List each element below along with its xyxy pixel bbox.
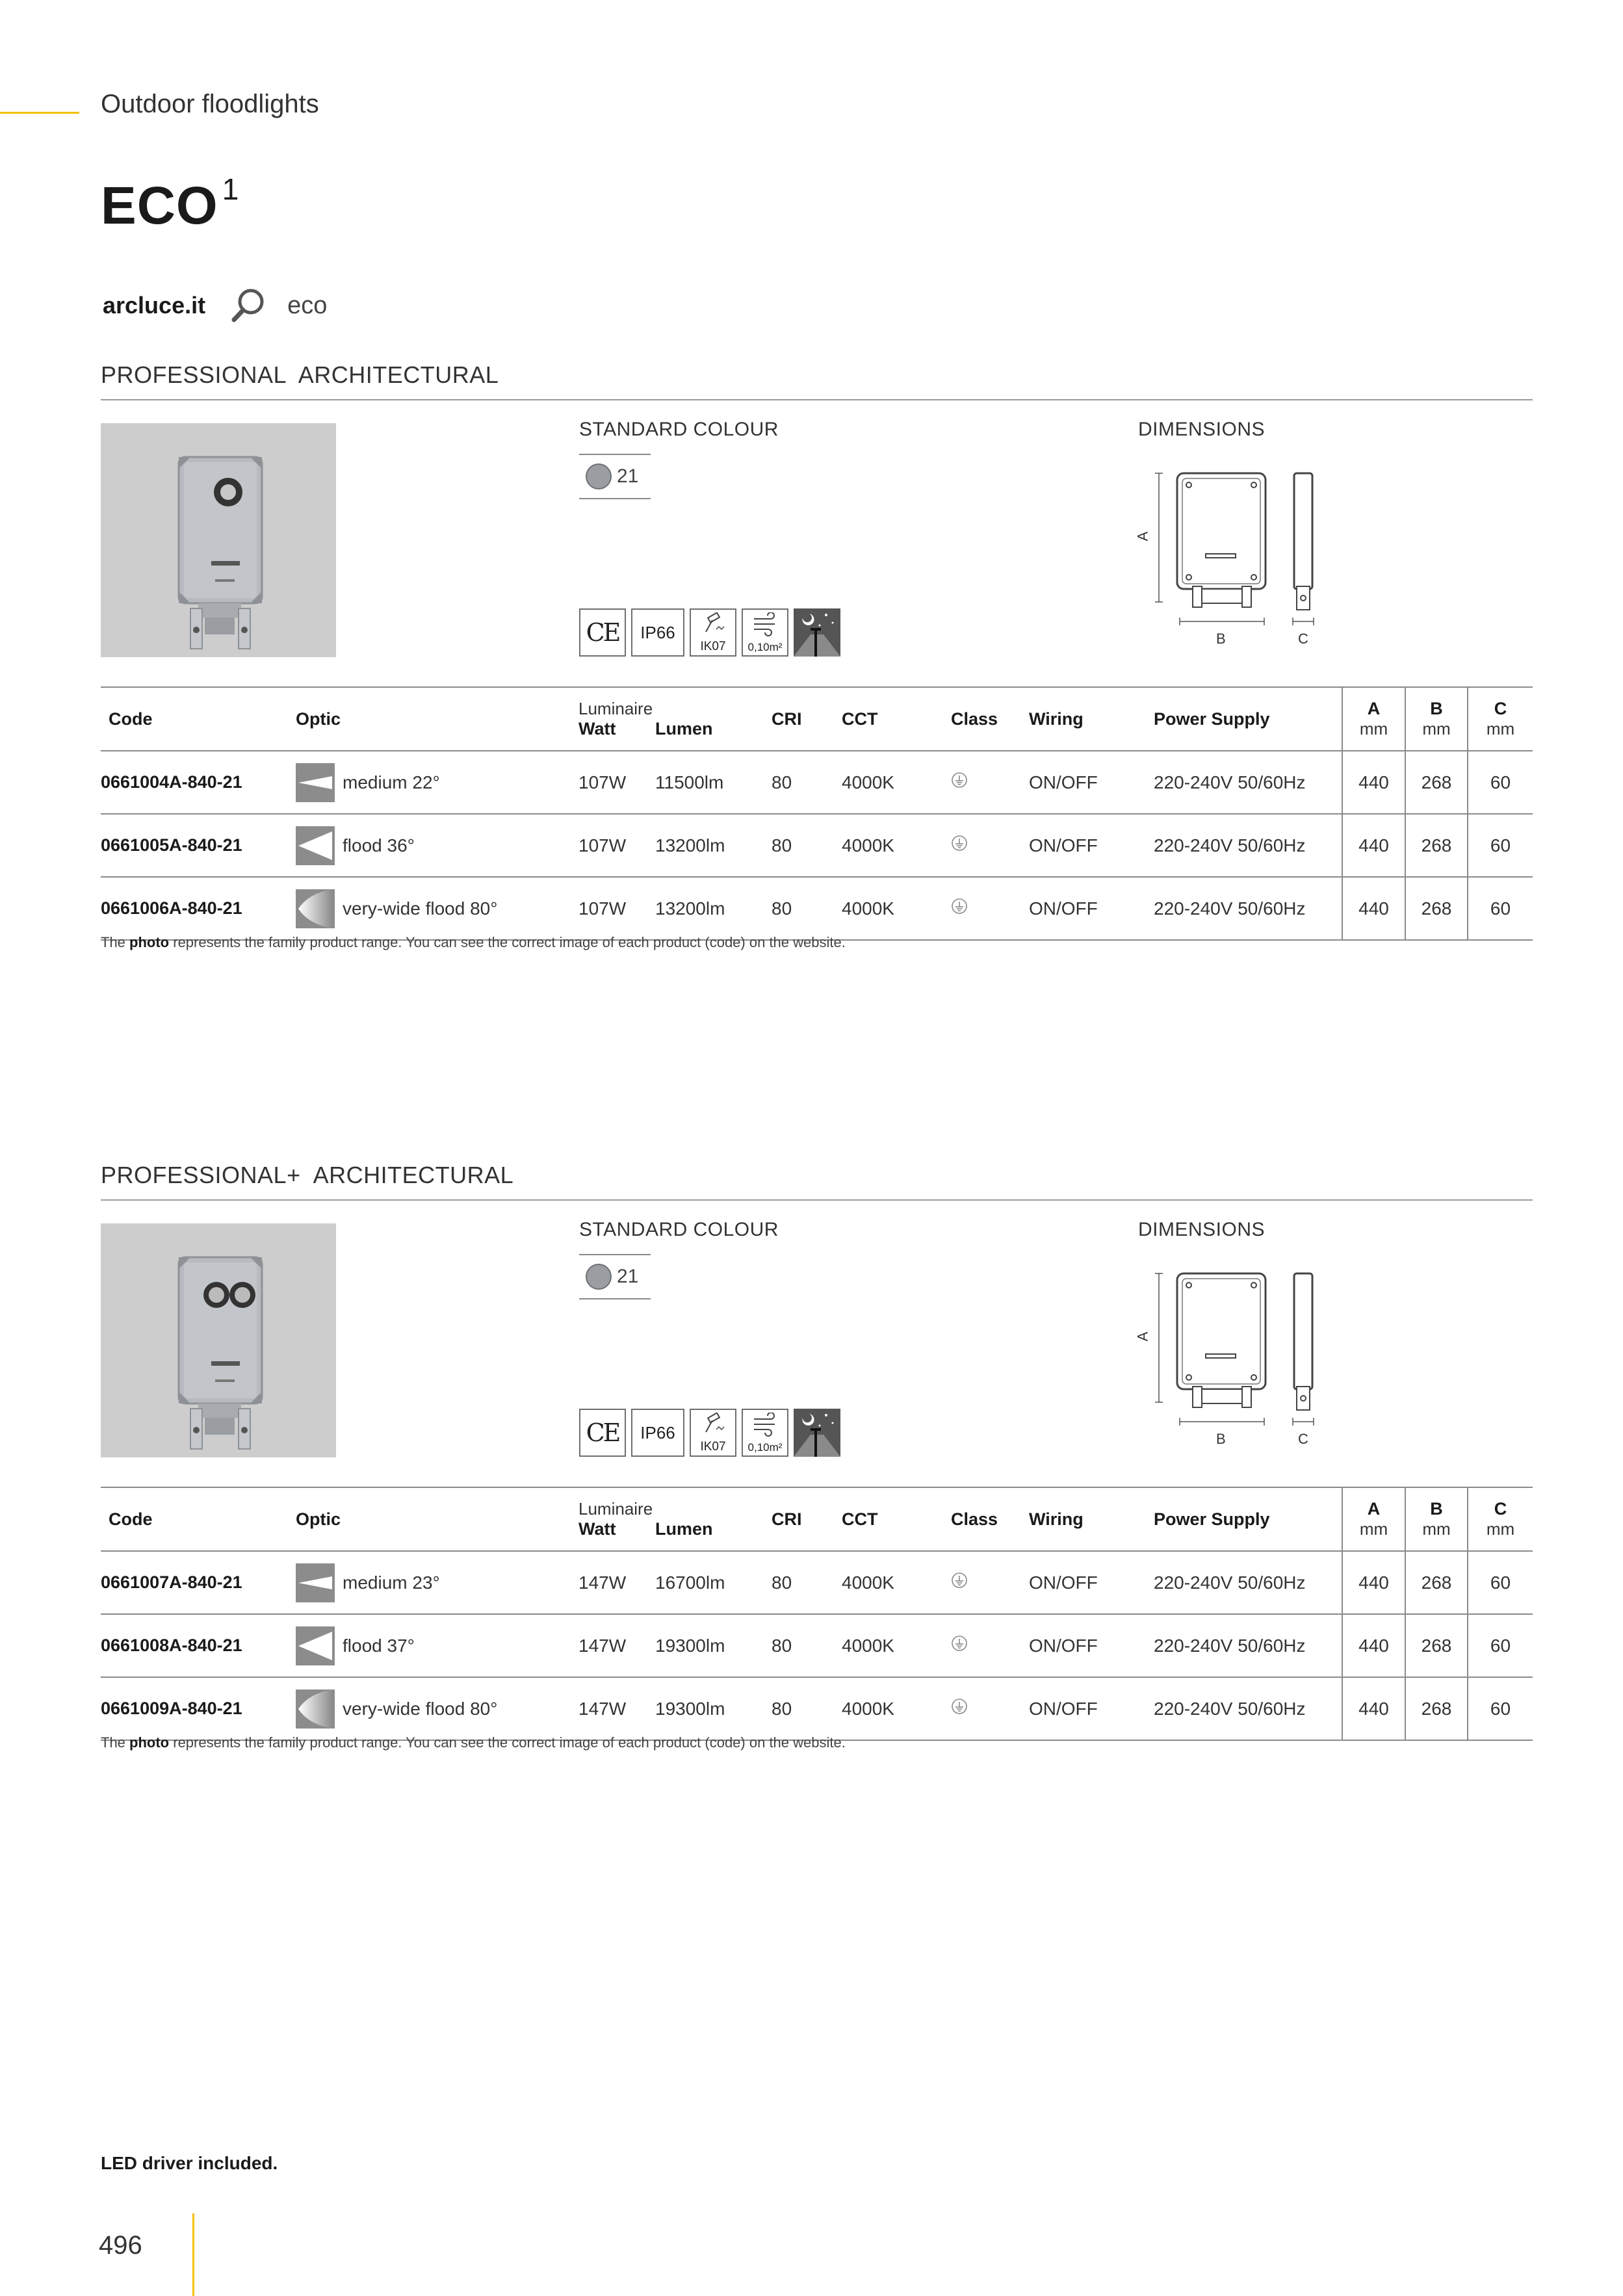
lumen-value: 13200lm xyxy=(655,835,725,855)
product-code[interactable]: 0661006A-840-21 xyxy=(101,877,296,940)
class-cell xyxy=(951,751,1029,814)
wind-surface-icon xyxy=(742,1409,788,1457)
colour-code: 21 xyxy=(617,465,639,487)
class-cell xyxy=(951,1551,1029,1614)
col-watt-label: Watt xyxy=(578,719,616,738)
table-header-row xyxy=(101,1487,1533,1551)
wiring-value: ON/OFF xyxy=(1029,751,1154,814)
col-c xyxy=(1468,1487,1533,1551)
impact-label: IK07 xyxy=(700,1440,726,1454)
watt-value: 147W xyxy=(578,1698,627,1719)
wind-surface-icon xyxy=(742,608,788,657)
wind-surface-label: 0,10m² xyxy=(747,641,783,653)
col-optic: Optic xyxy=(296,687,578,751)
col-watt-lumen xyxy=(578,719,772,739)
col-class: Class xyxy=(951,687,1029,751)
watt-value: 147W xyxy=(578,1572,627,1593)
earth-class-icon xyxy=(951,1698,968,1715)
product-title-text: ECO xyxy=(101,176,218,235)
photo-note xyxy=(101,1734,846,1751)
dim-label-b: B xyxy=(1216,1431,1226,1447)
luminaire-cell xyxy=(578,1677,772,1740)
dim-a-value: 440 xyxy=(1342,1614,1405,1677)
col-wiring: Wiring xyxy=(1029,1487,1154,1551)
flood-beam-icon xyxy=(296,1626,335,1665)
optic-label: flood 37° xyxy=(343,1635,415,1656)
col-b-label: B xyxy=(1430,1499,1443,1519)
table-row xyxy=(101,877,1533,940)
lumen-value: 13200lm xyxy=(655,898,725,919)
class-cell xyxy=(951,1677,1029,1740)
dim-c-value: 60 xyxy=(1468,1551,1533,1614)
dim-c-value: 60 xyxy=(1468,1677,1533,1740)
col-b-label: B xyxy=(1430,699,1443,718)
wiring-value: ON/OFF xyxy=(1029,877,1154,940)
col-watt-lumen xyxy=(578,1519,772,1539)
wiring-value: ON/OFF xyxy=(1029,1614,1154,1677)
dimensions-drawing xyxy=(1134,463,1362,658)
optic-label: medium 22° xyxy=(343,772,440,792)
impact-hammer-icon xyxy=(690,1409,736,1457)
table-row xyxy=(101,1614,1533,1677)
product-code[interactable]: 0661009A-840-21 xyxy=(101,1677,296,1740)
dim-a-value: 440 xyxy=(1342,814,1405,877)
medium-beam-icon xyxy=(296,1563,335,1602)
colour-dot xyxy=(586,1264,612,1290)
col-lumen-label: Lumen xyxy=(655,1519,713,1539)
earth-class-icon xyxy=(951,835,968,852)
cri-value: 80 xyxy=(772,814,842,877)
dim-b-value: 268 xyxy=(1405,814,1468,877)
earth-class-icon xyxy=(951,898,968,915)
product-code[interactable]: 0661005A-840-21 xyxy=(101,814,296,877)
colour-dot xyxy=(586,463,612,489)
optic-label: flood 36° xyxy=(343,835,415,855)
optic-cell xyxy=(296,1677,578,1740)
power-supply-value: 220-240V 50/60Hz xyxy=(1154,877,1342,940)
flood-beam-icon xyxy=(296,826,335,865)
cct-value: 4000K xyxy=(842,1614,951,1677)
col-power-supply: Power Supply xyxy=(1154,687,1342,751)
watt-value: 147W xyxy=(578,1635,627,1656)
dim-label-a: A xyxy=(1134,1331,1151,1342)
very-wide-flood-beam-icon xyxy=(296,1689,335,1729)
optic-label: medium 23° xyxy=(343,1572,440,1593)
impact-hammer-icon xyxy=(690,608,736,657)
section-title: PROFESSIONAL+ ARCHITECTURAL xyxy=(101,1162,514,1188)
cct-value: 4000K xyxy=(842,751,951,814)
dim-b-value: 268 xyxy=(1405,1677,1468,1740)
col-luminaire-label: Luminaire xyxy=(578,1499,653,1519)
col-b-unit: mm xyxy=(1422,719,1451,738)
col-a xyxy=(1342,1487,1405,1551)
dim-b-value: 268 xyxy=(1405,1614,1468,1677)
colour-code: 21 xyxy=(617,1266,639,1287)
col-cri: CRI xyxy=(772,687,842,751)
product-title-sup: 1 xyxy=(222,172,240,206)
col-c-label: C xyxy=(1494,699,1507,718)
col-code-label: Code xyxy=(109,709,153,729)
cri-value: 80 xyxy=(772,1551,842,1614)
lumen-value: 11500lm xyxy=(655,772,724,792)
col-code xyxy=(101,1487,296,1551)
luminaire-cell xyxy=(578,1551,772,1614)
dim-label-c: C xyxy=(1298,1431,1308,1447)
col-watt-label: Watt xyxy=(578,1519,616,1539)
earth-class-icon xyxy=(951,1572,968,1589)
ce-mark-label: CE xyxy=(586,1418,619,1447)
col-c-unit: mm xyxy=(1486,719,1515,738)
col-c-unit: mm xyxy=(1486,1519,1515,1539)
col-a-unit: mm xyxy=(1359,1519,1388,1539)
cri-value: 80 xyxy=(772,751,842,814)
ce-mark-icon xyxy=(579,1409,626,1457)
ip-rating-label: IP66 xyxy=(640,1422,675,1442)
col-b xyxy=(1405,1487,1468,1551)
luminaire-cell xyxy=(578,814,772,877)
dim-b-value: 268 xyxy=(1405,877,1468,940)
standard-colour-label: STANDARD COLOUR xyxy=(579,419,779,440)
table-row xyxy=(101,751,1533,814)
dim-c-value: 60 xyxy=(1468,877,1533,940)
cri-value: 80 xyxy=(772,1614,842,1677)
certification-icons xyxy=(579,1409,840,1459)
cri-value: 80 xyxy=(772,877,842,940)
note-suffix: represents the family product range. You can see the correct image of each product (code) on the website. xyxy=(169,934,846,950)
luminaire-cell xyxy=(578,1614,772,1677)
photo-note xyxy=(101,934,846,951)
product-code[interactable]: 0661004A-840-21 xyxy=(101,751,296,814)
accent-line-bottom xyxy=(192,2213,194,2296)
wiring-value: ON/OFF xyxy=(1029,1551,1154,1614)
dim-a-value: 440 xyxy=(1342,751,1405,814)
note-suffix: represents the family product range. You can see the correct image of each product (code) on the website. xyxy=(169,1734,846,1751)
col-wiring: Wiring xyxy=(1029,687,1154,751)
table-row xyxy=(101,1551,1533,1614)
col-cri: CRI xyxy=(772,1487,842,1551)
search-icon xyxy=(229,286,268,325)
product-title xyxy=(101,172,240,237)
dim-label-a: A xyxy=(1134,531,1151,541)
standard-colour-swatch[interactable] xyxy=(579,1254,651,1299)
impact-label: IK07 xyxy=(700,640,726,653)
class-cell xyxy=(951,1614,1029,1677)
dim-label-c: C xyxy=(1298,631,1308,647)
col-luminaire xyxy=(578,687,772,751)
standard-colour-label: STANDARD COLOUR xyxy=(579,1219,779,1240)
col-power-supply: Power Supply xyxy=(1154,1487,1342,1551)
product-code[interactable]: 0661007A-840-21 xyxy=(101,1551,296,1614)
dim-c-value: 60 xyxy=(1468,1614,1533,1677)
wiring-value: ON/OFF xyxy=(1029,814,1154,877)
ce-mark-label: CE xyxy=(586,618,619,647)
wiring-value: ON/OFF xyxy=(1029,1677,1154,1740)
lumen-value: 19300lm xyxy=(655,1635,725,1656)
optic-cell xyxy=(296,814,578,877)
col-luminaire-label: Luminaire xyxy=(578,699,653,718)
lumen-value: 16700lm xyxy=(655,1572,725,1593)
watt-value: 107W xyxy=(578,835,627,855)
col-a-unit: mm xyxy=(1359,719,1388,738)
optic-label: very-wide flood 80° xyxy=(343,898,498,919)
lumen-value: 19300lm xyxy=(655,1698,725,1719)
product-code[interactable]: 0661008A-840-21 xyxy=(101,1614,296,1677)
dim-c-value: 60 xyxy=(1468,751,1533,814)
power-supply-value: 220-240V 50/60Hz xyxy=(1154,814,1342,877)
col-optic: Optic xyxy=(296,1487,578,1551)
note-bold: photo xyxy=(129,1734,170,1751)
standard-colour-swatch[interactable] xyxy=(579,454,651,499)
luminaire-cell xyxy=(578,877,772,940)
dim-b-value: 268 xyxy=(1405,1551,1468,1614)
dim-b-value: 268 xyxy=(1405,751,1468,814)
dim-a-value: 440 xyxy=(1342,877,1405,940)
cct-value: 4000K xyxy=(842,814,951,877)
dimensions-drawing xyxy=(1134,1263,1362,1458)
ce-mark-icon xyxy=(579,608,626,657)
spec-table xyxy=(101,1487,1533,1741)
power-supply-value: 220-240V 50/60Hz xyxy=(1154,751,1342,814)
night-lighting-icon xyxy=(794,608,840,657)
watt-value: 107W xyxy=(578,898,627,919)
col-b-unit: mm xyxy=(1422,1519,1451,1539)
driver-note: LED driver included. xyxy=(101,2153,278,2173)
dim-a-value: 440 xyxy=(1342,1677,1405,1740)
cct-value: 4000K xyxy=(842,1677,951,1740)
col-code-label: Code xyxy=(109,1509,153,1529)
spec-table xyxy=(101,686,1533,941)
col-a xyxy=(1342,687,1405,751)
very-wide-flood-beam-icon xyxy=(296,889,335,928)
earth-class-icon xyxy=(951,772,968,789)
watt-value: 107W xyxy=(578,772,627,792)
dim-label-b: B xyxy=(1216,631,1226,647)
ip-rating-icon xyxy=(631,1409,684,1457)
col-a-label: A xyxy=(1367,699,1381,718)
table-header-row xyxy=(101,687,1533,751)
category-heading: Outdoor floodlights xyxy=(101,90,319,118)
col-cct: CCT xyxy=(842,1487,951,1551)
col-luminaire xyxy=(578,1487,772,1551)
power-supply-value: 220-240V 50/60Hz xyxy=(1154,1677,1342,1740)
wind-surface-label: 0,10m² xyxy=(747,1441,783,1454)
note-prefix: The xyxy=(101,1734,130,1751)
cri-value: 80 xyxy=(772,1677,842,1740)
luminaire-cell xyxy=(578,751,772,814)
cct-value: 4000K xyxy=(842,877,951,940)
power-supply-value: 220-240V 50/60Hz xyxy=(1154,1614,1342,1677)
dimensions-label: DIMENSIONS xyxy=(1138,1219,1266,1240)
night-lighting-icon xyxy=(794,1409,840,1457)
dim-c-value: 60 xyxy=(1468,814,1533,877)
col-b xyxy=(1405,687,1468,751)
page-number: 496 xyxy=(99,2231,142,2260)
search-keyword: eco xyxy=(287,291,328,319)
power-supply-value: 220-240V 50/60Hz xyxy=(1154,1551,1342,1614)
col-a-label: A xyxy=(1367,1499,1381,1519)
optic-cell xyxy=(296,877,578,940)
col-cct: CCT xyxy=(842,687,951,751)
table-row xyxy=(101,814,1533,877)
section-rule xyxy=(101,1199,1533,1201)
class-cell xyxy=(951,877,1029,940)
product-photo xyxy=(101,1223,336,1457)
table-row xyxy=(101,1677,1533,1740)
ip-rating-label: IP66 xyxy=(640,622,675,642)
accent-line-top xyxy=(0,112,79,114)
col-c-label: C xyxy=(1494,1499,1507,1519)
optic-label: very-wide flood 80° xyxy=(343,1698,498,1719)
class-cell xyxy=(951,814,1029,877)
note-prefix: The xyxy=(101,934,130,950)
cct-value: 4000K xyxy=(842,1551,951,1614)
website-search-row xyxy=(103,286,327,325)
optic-cell xyxy=(296,1551,578,1614)
earth-class-icon xyxy=(951,1635,968,1652)
section-rule xyxy=(101,399,1533,400)
optic-cell xyxy=(296,751,578,814)
note-bold: photo xyxy=(129,934,170,950)
website-link[interactable]: arcluce.it xyxy=(103,292,206,319)
col-class: Class xyxy=(951,1487,1029,1551)
section-title: PROFESSIONAL ARCHITECTURAL xyxy=(101,361,499,388)
col-lumen-label: Lumen xyxy=(655,719,713,738)
product-photo xyxy=(101,423,336,657)
col-c xyxy=(1468,687,1533,751)
certification-icons xyxy=(579,608,840,659)
optic-cell xyxy=(296,1614,578,1677)
col-code xyxy=(101,687,296,751)
dim-a-value: 440 xyxy=(1342,1551,1405,1614)
dimensions-label: DIMENSIONS xyxy=(1138,419,1266,440)
medium-beam-icon xyxy=(296,763,335,802)
ip-rating-icon xyxy=(631,608,684,657)
